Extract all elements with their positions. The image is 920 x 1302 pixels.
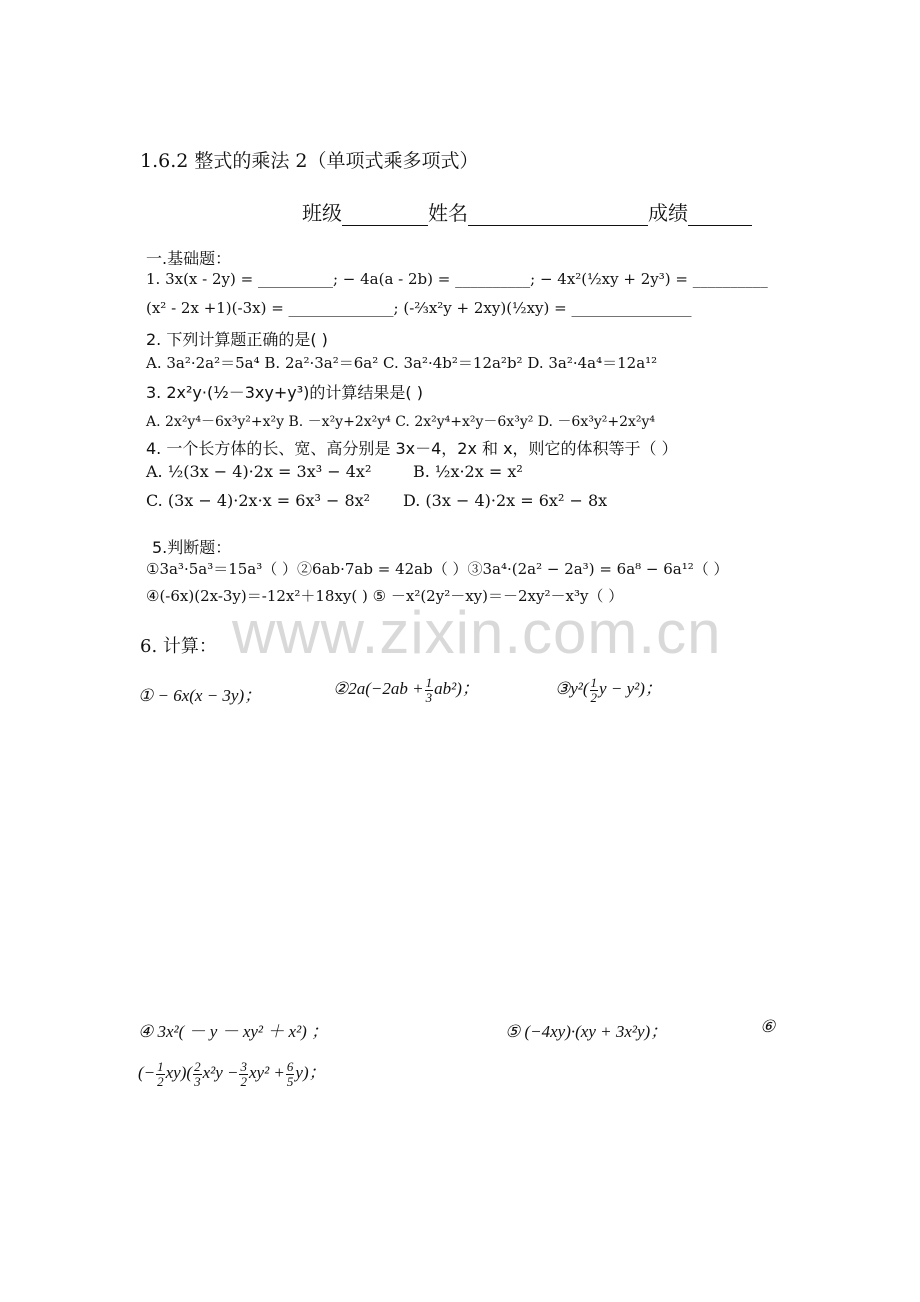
section6-heading: 6. 计算： xyxy=(140,636,217,657)
fraction-denominator: 2 xyxy=(240,1073,247,1089)
problem-2-part-b: ab²)； xyxy=(434,679,479,698)
fraction-denominator: 2 xyxy=(590,689,598,705)
fraction-numerator: 3 xyxy=(240,1058,247,1074)
score-label: 成绩 xyxy=(648,201,688,225)
problem-6-label: ⑥ xyxy=(760,1017,776,1036)
watermark: www.zixin.com.cn xyxy=(232,599,722,666)
name-label: 姓名 xyxy=(428,201,468,225)
fraction-numerator: 1 xyxy=(425,674,433,690)
problem-5: ⑤ (−4xy)·(xy + 3x²y)； xyxy=(505,1022,668,1041)
fraction xyxy=(156,1060,165,1089)
q1-line2: (x² - 2x +1)(-3x) = ______________; (-⅔x²y + 2xy)(½xy) = ________________ xyxy=(146,299,692,317)
problem-4: ④ 3x²( － y － xy² ＋ x²) ； xyxy=(138,1022,329,1041)
problem-6-part-e: y)； xyxy=(295,1063,326,1082)
problem-3-part-a: ③y²( xyxy=(555,679,589,698)
q4-option-c: C. (3x − 4)·2x·x = 6x³ − 8x² xyxy=(146,491,371,510)
problem-6-part-a: (− xyxy=(138,1063,156,1082)
judge-line1: ①3a³·5a³＝15a³（ ）②6ab·7ab = 42ab（ ）③3a⁴·(2a² − 2a³) = 6a⁸ − 6a¹²（ ） xyxy=(146,560,729,578)
fraction-denominator: 3 xyxy=(425,689,433,705)
fraction xyxy=(286,1060,295,1089)
judge-line2: ④(-6x)(2x-3y)＝-12x²＋18xy( ) ⑤ －x²(2y²－xy)＝－2xy²－x³y（ ） xyxy=(146,587,624,605)
problem-6-part-b: xy)( xyxy=(165,1063,193,1082)
fraction-denominator: 5 xyxy=(286,1073,294,1089)
problem-2-part-a: ②2a(−2ab + xyxy=(333,679,424,698)
fraction xyxy=(239,1060,248,1089)
name-blank[interactable] xyxy=(468,205,648,226)
section1-heading: 一.基础题： xyxy=(146,249,232,268)
q3-text: 3. 2x²y·(½－3xy+y³)的计算结果是( ) xyxy=(146,383,423,402)
fraction-numerator: 1 xyxy=(157,1058,164,1074)
problem-6-part-c: x²y − xyxy=(202,1063,239,1082)
score-blank[interactable] xyxy=(688,205,752,226)
fraction xyxy=(193,1060,202,1089)
fraction-denominator: 2 xyxy=(157,1073,164,1089)
fraction-denominator: 3 xyxy=(194,1073,201,1089)
fraction-numerator: 1 xyxy=(590,674,598,690)
q4-text: 4. 一个长方体的长、宽、高分别是 3x－4，2x 和 x，则它的体积等于（ ） xyxy=(146,439,678,458)
problem-3-part-b: y − y²)； xyxy=(599,679,662,698)
q2-options: A. 3a²·2a²＝5a⁴ B. 2a²·3a²＝6a² C. 3a²·4b²＝12a²b² D. 3a²·4a⁴＝12a¹² xyxy=(146,354,658,372)
page-title: 1.6.2 整式的乘法 2（单项式乘多项式） xyxy=(140,150,479,172)
problem-2 xyxy=(333,674,479,705)
q1-line1: 1. 3x(x - 2y) = __________; − 4a(a - 2b) = __________; − 4x²(½xy + 2y³) = __________ xyxy=(146,270,768,288)
q3-options: A. 2x²y⁴－6x³y²+x²y B. －x²y+2x²y⁴ C. 2x²y⁴+x²y－6x³y² D. －6x³y²+2x²y⁴ xyxy=(146,414,656,430)
section5-heading: 5.判断题： xyxy=(152,538,232,557)
problem-1: ① − 6x(x − 3y)； xyxy=(138,686,262,705)
problem-3 xyxy=(555,674,662,705)
problem-6-part-d: xy² + xyxy=(248,1063,285,1082)
fraction xyxy=(425,676,434,705)
fraction-numerator: 2 xyxy=(194,1058,201,1074)
fraction-numerator: 6 xyxy=(286,1058,294,1074)
q2-text: 2. 下列计算题正确的是( ) xyxy=(146,330,328,349)
q4-option-a: A. ½(3x − 4)·2x = 3x³ − 4x² xyxy=(146,462,372,481)
q4-option-d: D. (3x − 4)·2x = 6x² − 8x xyxy=(403,491,608,510)
class-blank[interactable] xyxy=(342,205,428,226)
class-label: 班级 xyxy=(302,201,342,225)
problem-6 xyxy=(138,1058,326,1089)
q4-option-b: B. ½x·2x = x² xyxy=(413,462,523,481)
student-info-row xyxy=(302,197,752,226)
fraction xyxy=(590,676,599,705)
